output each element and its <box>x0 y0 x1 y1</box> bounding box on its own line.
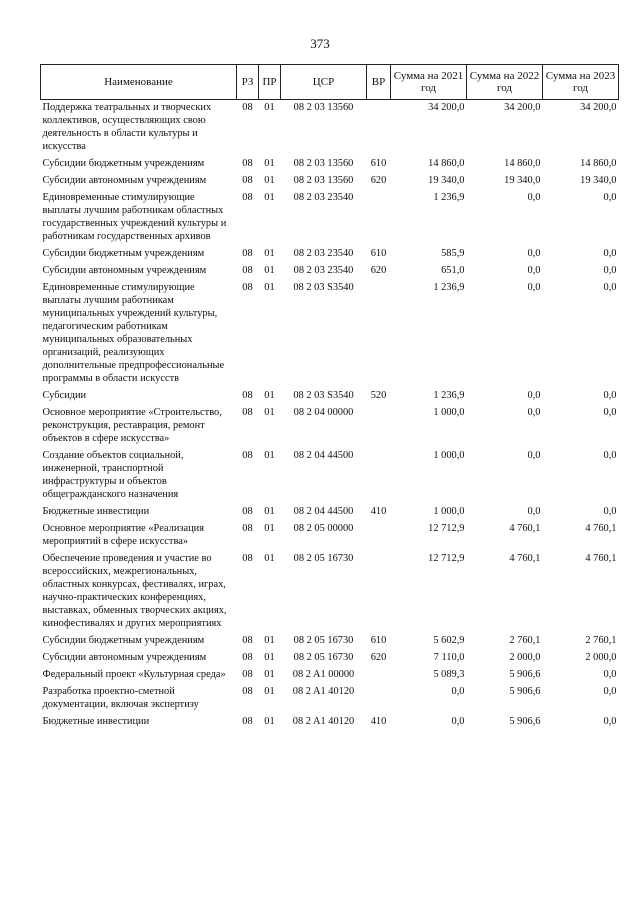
cell-sum-2022: 5 906,6 <box>509 716 541 727</box>
cell-sum-2022: 5 906,6 <box>509 669 541 680</box>
cell-sum-2022: 4 760,1 <box>509 553 541 564</box>
cell-csr: 08 2 05 16730 <box>293 635 354 646</box>
cell-vr: 610 <box>370 248 387 259</box>
cell-pr: 01 <box>264 716 275 727</box>
table-header-row <box>41 65 619 100</box>
cell-sum-2022: 34 200,0 <box>504 102 541 113</box>
cell-pr: 01 <box>264 553 275 564</box>
cell-csr: 08 2 03 13560 <box>293 102 354 113</box>
cell-csr: 08 2 04 44500 <box>293 506 354 517</box>
cell-rz: 08 <box>242 407 253 418</box>
cell-name: Субсидии бюджетным учреждениям <box>42 158 205 169</box>
table-row <box>41 246 619 263</box>
cell-sum-2022: 2 760,1 <box>509 635 541 646</box>
cell-rz: 08 <box>242 192 253 203</box>
cell-sum-2021: 14 860,0 <box>428 158 465 169</box>
table-row <box>41 684 619 714</box>
table-row <box>41 190 619 246</box>
cell-pr: 01 <box>264 282 275 293</box>
cell-pr: 01 <box>264 669 275 680</box>
cell-csr: 08 2 05 16730 <box>293 553 354 564</box>
cell-sum-2021: 19 340,0 <box>428 175 465 186</box>
table-row <box>41 650 619 667</box>
page-number: 373 <box>310 36 330 51</box>
cell-sum-2022: 0,0 <box>527 282 541 293</box>
cell-sum-2021: 1 000,0 <box>433 407 465 418</box>
cell-pr: 01 <box>264 686 275 697</box>
cell-rz: 08 <box>242 553 253 564</box>
cell-sum-2022: 0,0 <box>527 192 541 203</box>
cell-vr: 620 <box>370 652 387 663</box>
cell-pr: 01 <box>264 652 275 663</box>
cell-rz: 08 <box>242 390 253 401</box>
cell-csr: 08 2 04 44500 <box>293 450 354 461</box>
cell-sum-2021: 0,0 <box>451 686 465 697</box>
cell-pr: 01 <box>264 523 275 534</box>
cell-name: Субсидии <box>42 390 87 401</box>
cell-sum-2023: 0,0 <box>603 450 617 461</box>
cell-name: Субсидии бюджетным учреждениям <box>42 635 205 646</box>
cell-csr: 08 2 A1 40120 <box>292 686 355 697</box>
table-row <box>41 521 619 551</box>
cell-sum-2023: 19 340,0 <box>580 175 617 186</box>
cell-sum-2023: 0,0 <box>603 669 617 680</box>
cell-vr <box>367 551 391 633</box>
cell-name: Субсидии бюджетным учреждениям <box>42 248 205 259</box>
cell-sum-2022: 4 760,1 <box>509 523 541 534</box>
cell-sum-2021: 34 200,0 <box>428 102 465 113</box>
cell-pr: 01 <box>264 102 275 113</box>
cell-name: Субсидии автономным учреждениям <box>42 265 207 276</box>
table-row <box>41 714 619 731</box>
cell-sum-2023: 14 860,0 <box>580 158 617 169</box>
cell-name: Единовременные стимулирующие выплаты лучшим работникам областных государственных учреждений культуры и работникам государственных архивов <box>42 192 227 242</box>
cell-rz: 08 <box>242 669 253 680</box>
cell-pr: 01 <box>264 407 275 418</box>
cell-pr: 01 <box>264 450 275 461</box>
cell-name: Разработка проектно-сметной документации, включая экспертизу <box>42 686 199 710</box>
cell-csr: 08 2 04 00000 <box>293 407 354 418</box>
table-row <box>41 173 619 190</box>
cell-rz: 08 <box>242 506 253 517</box>
cell-sum-2021: 12 712,9 <box>428 523 465 534</box>
table-row <box>41 667 619 684</box>
table-row <box>41 156 619 173</box>
cell-name: Бюджетные инвестиции <box>42 716 150 727</box>
cell-name: Федеральный проект «Культурная среда» <box>42 669 226 680</box>
cell-sum-2022: 14 860,0 <box>504 158 541 169</box>
cell-sum-2023: 4 760,1 <box>585 553 617 564</box>
cell-vr: 610 <box>370 158 387 169</box>
header-rz: РЗ <box>237 65 259 100</box>
cell-sum-2023: 0,0 <box>603 248 617 259</box>
cell-sum-2023: 0,0 <box>603 265 617 276</box>
cell-vr <box>367 190 391 246</box>
cell-name: Субсидии автономным учреждениям <box>42 175 207 186</box>
cell-sum-2021: 1 000,0 <box>433 450 465 461</box>
cell-pr: 01 <box>264 506 275 517</box>
cell-sum-2022: 0,0 <box>527 407 541 418</box>
table-row <box>41 388 619 405</box>
table-row <box>41 100 619 157</box>
cell-vr: 610 <box>370 635 387 646</box>
cell-name: Поддержка театральных и творческих коллективов, осуществляющих свою деятельность в области культуры и искусства <box>42 102 212 152</box>
cell-sum-2022: 0,0 <box>527 506 541 517</box>
cell-vr <box>367 405 391 448</box>
cell-sum-2021: 651,0 <box>441 265 465 276</box>
cell-name: Основное мероприятие «Строительство, реконструкция, реставрация, ремонт объектов в сфере искусства» <box>42 407 222 444</box>
cell-pr: 01 <box>264 390 275 401</box>
header-pr: ПР <box>259 65 281 100</box>
cell-pr: 01 <box>264 635 275 646</box>
cell-rz: 08 <box>242 652 253 663</box>
cell-name: Субсидии автономным учреждениям <box>42 652 207 663</box>
cell-vr <box>367 448 391 504</box>
cell-rz: 08 <box>242 716 253 727</box>
table-row <box>41 504 619 521</box>
cell-vr: 620 <box>370 175 387 186</box>
cell-sum-2023: 2 760,1 <box>585 635 617 646</box>
cell-sum-2022: 0,0 <box>527 390 541 401</box>
header-sum-2021: Сумма на 2021 год <box>391 65 467 100</box>
cell-csr: 08 2 03 23540 <box>293 248 354 259</box>
cell-sum-2021: 1 236,9 <box>433 192 465 203</box>
cell-vr: 410 <box>370 506 387 517</box>
table-row <box>41 633 619 650</box>
cell-rz: 08 <box>242 102 253 113</box>
cell-vr <box>367 280 391 388</box>
cell-rz: 08 <box>242 265 253 276</box>
cell-sum-2021: 1 000,0 <box>433 506 465 517</box>
cell-sum-2022: 5 906,6 <box>509 686 541 697</box>
cell-csr: 08 2 A1 40120 <box>292 716 355 727</box>
cell-sum-2022: 2 000,0 <box>509 652 541 663</box>
cell-rz: 08 <box>242 175 253 186</box>
cell-sum-2022: 0,0 <box>527 450 541 461</box>
cell-csr: 08 2 03 S3540 <box>293 282 354 293</box>
cell-vr: 620 <box>370 265 387 276</box>
cell-rz: 08 <box>242 635 253 646</box>
table-row <box>41 263 619 280</box>
table-row <box>41 280 619 388</box>
header-csr: ЦСР <box>281 65 367 100</box>
budget-table <box>40 64 619 731</box>
cell-sum-2023: 4 760,1 <box>585 523 617 534</box>
cell-sum-2021: 1 236,9 <box>433 282 465 293</box>
cell-sum-2023: 0,0 <box>603 192 617 203</box>
cell-name: Обеспечение проведения и участие во всероссийских, межрегиональных, областных конкурсах, фестивалях, играх, научно-практических конференциях, выставках, обменных творческих акциях, кинофестивалях и других мероприятиях <box>42 553 227 629</box>
cell-sum-2021: 0,0 <box>451 716 465 727</box>
cell-vr <box>367 667 391 684</box>
cell-vr: 520 <box>370 390 387 401</box>
cell-sum-2021: 585,9 <box>441 248 465 259</box>
cell-vr <box>367 684 391 714</box>
cell-sum-2022: 0,0 <box>527 248 541 259</box>
cell-sum-2023: 0,0 <box>603 282 617 293</box>
cell-sum-2021: 1 236,9 <box>433 390 465 401</box>
cell-pr: 01 <box>264 158 275 169</box>
cell-csr: 08 2 03 S3540 <box>293 390 354 401</box>
cell-rz: 08 <box>242 248 253 259</box>
cell-csr: 08 2 03 13560 <box>293 175 354 186</box>
cell-sum-2021: 5 602,9 <box>433 635 465 646</box>
cell-rz: 08 <box>242 158 253 169</box>
cell-vr: 410 <box>370 716 387 727</box>
cell-sum-2023: 0,0 <box>603 407 617 418</box>
cell-sum-2023: 0,0 <box>603 686 617 697</box>
cell-pr: 01 <box>264 265 275 276</box>
table-row <box>41 551 619 633</box>
cell-sum-2022: 0,0 <box>527 265 541 276</box>
cell-sum-2023: 2 000,0 <box>585 652 617 663</box>
cell-csr: 08 2 03 13560 <box>293 158 354 169</box>
cell-sum-2023: 0,0 <box>603 716 617 727</box>
cell-sum-2023: 0,0 <box>603 506 617 517</box>
cell-name: Создание объектов социальной, инженерной, транспортной инфраструктуры и объектов общегражданского назначения <box>42 450 184 500</box>
header-vr: ВР <box>367 65 391 100</box>
cell-csr: 08 2 03 23540 <box>293 192 354 203</box>
cell-name: Бюджетные инвестиции <box>42 506 150 517</box>
header-name: Наименование <box>41 65 237 100</box>
cell-rz: 08 <box>242 523 253 534</box>
cell-sum-2023: 0,0 <box>603 390 617 401</box>
cell-name: Основное мероприятие «Реализация мероприятий в сфере искусства» <box>42 523 204 547</box>
cell-rz: 08 <box>242 450 253 461</box>
cell-csr: 08 2 05 16730 <box>293 652 354 663</box>
cell-sum-2021: 5 089,3 <box>433 669 465 680</box>
cell-rz: 08 <box>242 686 253 697</box>
cell-name: Единовременные стимулирующие выплаты лучшим работникам муниципальных учреждений культуры, педагогическим работникам муниципальных образовательных организаций, реализующих дополнительные предпрофессиональные программы в области искусств <box>42 282 225 384</box>
cell-pr: 01 <box>264 248 275 259</box>
cell-sum-2022: 19 340,0 <box>504 175 541 186</box>
cell-pr: 01 <box>264 192 275 203</box>
cell-sum-2021: 7 110,0 <box>433 652 465 663</box>
header-sum-2022: Сумма на 2022 год <box>467 65 543 100</box>
cell-sum-2023: 34 200,0 <box>580 102 617 113</box>
cell-csr: 08 2 05 00000 <box>293 523 354 534</box>
cell-csr: 08 2 03 23540 <box>293 265 354 276</box>
cell-pr: 01 <box>264 175 275 186</box>
table-row <box>41 405 619 448</box>
cell-vr <box>367 521 391 551</box>
cell-csr: 08 2 A1 00000 <box>292 669 355 680</box>
cell-rz: 08 <box>242 282 253 293</box>
cell-vr <box>367 100 391 157</box>
table-row <box>41 448 619 504</box>
cell-sum-2021: 12 712,9 <box>428 553 465 564</box>
header-sum-2023: Сумма на 2023 год <box>543 65 619 100</box>
